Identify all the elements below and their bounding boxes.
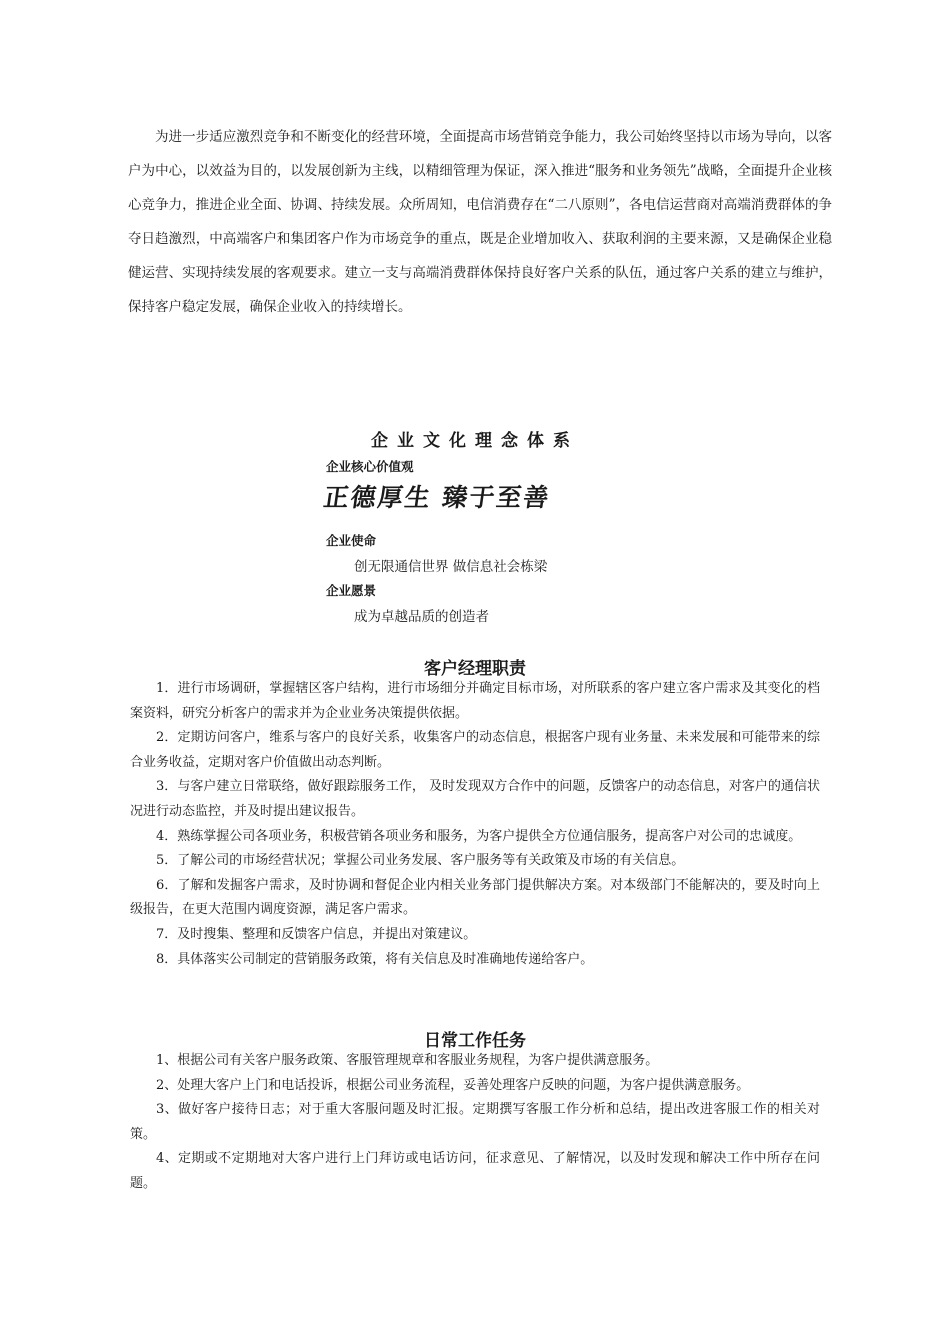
duty-item: 8．具体落实公司制定的营销服务政策，将有关信息及时准确地传递给客户。 bbox=[156, 951, 594, 967]
tasks-title: 日常工作任务 bbox=[424, 1031, 526, 1051]
duty-item: 5．了解公司的市场经营状况；掌握公司业务发展、客户服务等有关政策及市场的有关信息。 bbox=[156, 853, 685, 869]
task-item: 4、定期或不定期地对大客户进行上门拜访或电话访问，征求意见、了解情况，以及时发现和解决工作中所存在问题。 bbox=[130, 1151, 820, 1191]
duties-title: 客户经理职责 bbox=[424, 659, 526, 679]
core-values-calligraphy: 正德厚生 臻于至善 bbox=[321, 483, 553, 512]
duty-item: 7．及时搜集、整理和反馈客户信息，并提出对策建议。 bbox=[156, 926, 477, 942]
task-item: 3、做好客户接待日志；对于重大客服问题及时汇报。定期撰写客服工作分析和总结，提出改进客服工作的相关对策。 bbox=[130, 1102, 820, 1142]
duty-item: 6．了解和发掘客户需求，及时协调和督促企业内相关业务部门提供解决方案。对本级部门不能解决的，要及时向上级报告，在更大范围内调度资源，满足客户需求。 bbox=[130, 877, 820, 918]
duty-item: 3．与客户建立日常联络，做好跟踪服务工作， 及时发现双方合作中的问题，反馈客户的动态信息，对客户的通信状况进行动态监控，并及时提出建议报告。 bbox=[130, 779, 820, 819]
vision-text: 成为卓越品质的创造者 bbox=[354, 609, 489, 625]
duty-item: 4．熟练掌握公司各项业务，积极营销各项业务和服务，为客户提供全方位通信服务，提高客户对公司的忠诚度。 bbox=[156, 828, 802, 844]
mission-label: 企业使命 bbox=[326, 533, 377, 548]
mission-text: 创无限通信世界 做信息社会栋梁 bbox=[354, 559, 548, 575]
duty-item: 2．定期访问客户，维系与客户的良好关系，收集客户的动态信息，根据客户现有业务量、未来发展和可能带来的综合业务收益，定期对客户价值做出动态判断。 bbox=[130, 730, 820, 770]
duty-item: 1．进行市场调研，掌握辖区客户结构，进行市场细分并确定目标市场，对所联系的客户建立客户需求及其变化的档案资料，研究分析客户的需求并为企业业务决策提供依据。 bbox=[130, 681, 820, 721]
vision-label: 企业愿景 bbox=[326, 583, 377, 598]
intro-paragraph: 为进一步适应激烈竞争和不断变化的经营环境，全面提高市场营销竞争能力，我公司始终坚持以市场为导向，以客户为中心，以效益为目的，以发展创新为主线，以精细管理为保证，深入推进“服务和业务领先”战略，全面提升企业核心竞争力，推进企业全面、协调、持续发展。众所周知，电信消费存在“二八原则”，各电信运营商对高端消费群体的争夺日趋激烈，中高端客户和集团客户作为市场竞争的重点，既是企业增加收入、获取利润的主要来源，又是确保企业稳健运营、实现持续发展的客观要求。建立一支与高端消费群体保持良好客户关系的队伍，通过客户关系的建立与维护，保持客户稳定发展，确保企业收入的持续增长。 bbox=[128, 129, 832, 315]
culture-title: 企业文化理念体系 bbox=[371, 431, 579, 451]
tasks-list bbox=[130, 1049, 820, 1197]
task-item: 1、根据公司有关客户服务政策、客服管理规章和客服业务规程，为客户提供满意服务。 bbox=[156, 1053, 659, 1068]
duties-list bbox=[130, 677, 820, 972]
task-item: 2、处理大客户上门和电话投诉，根据公司业务流程，妥善处理客户反映的问题，为客户提供满意服务。 bbox=[156, 1077, 750, 1093]
core-values-label: 企业核心价值观 bbox=[326, 459, 414, 474]
